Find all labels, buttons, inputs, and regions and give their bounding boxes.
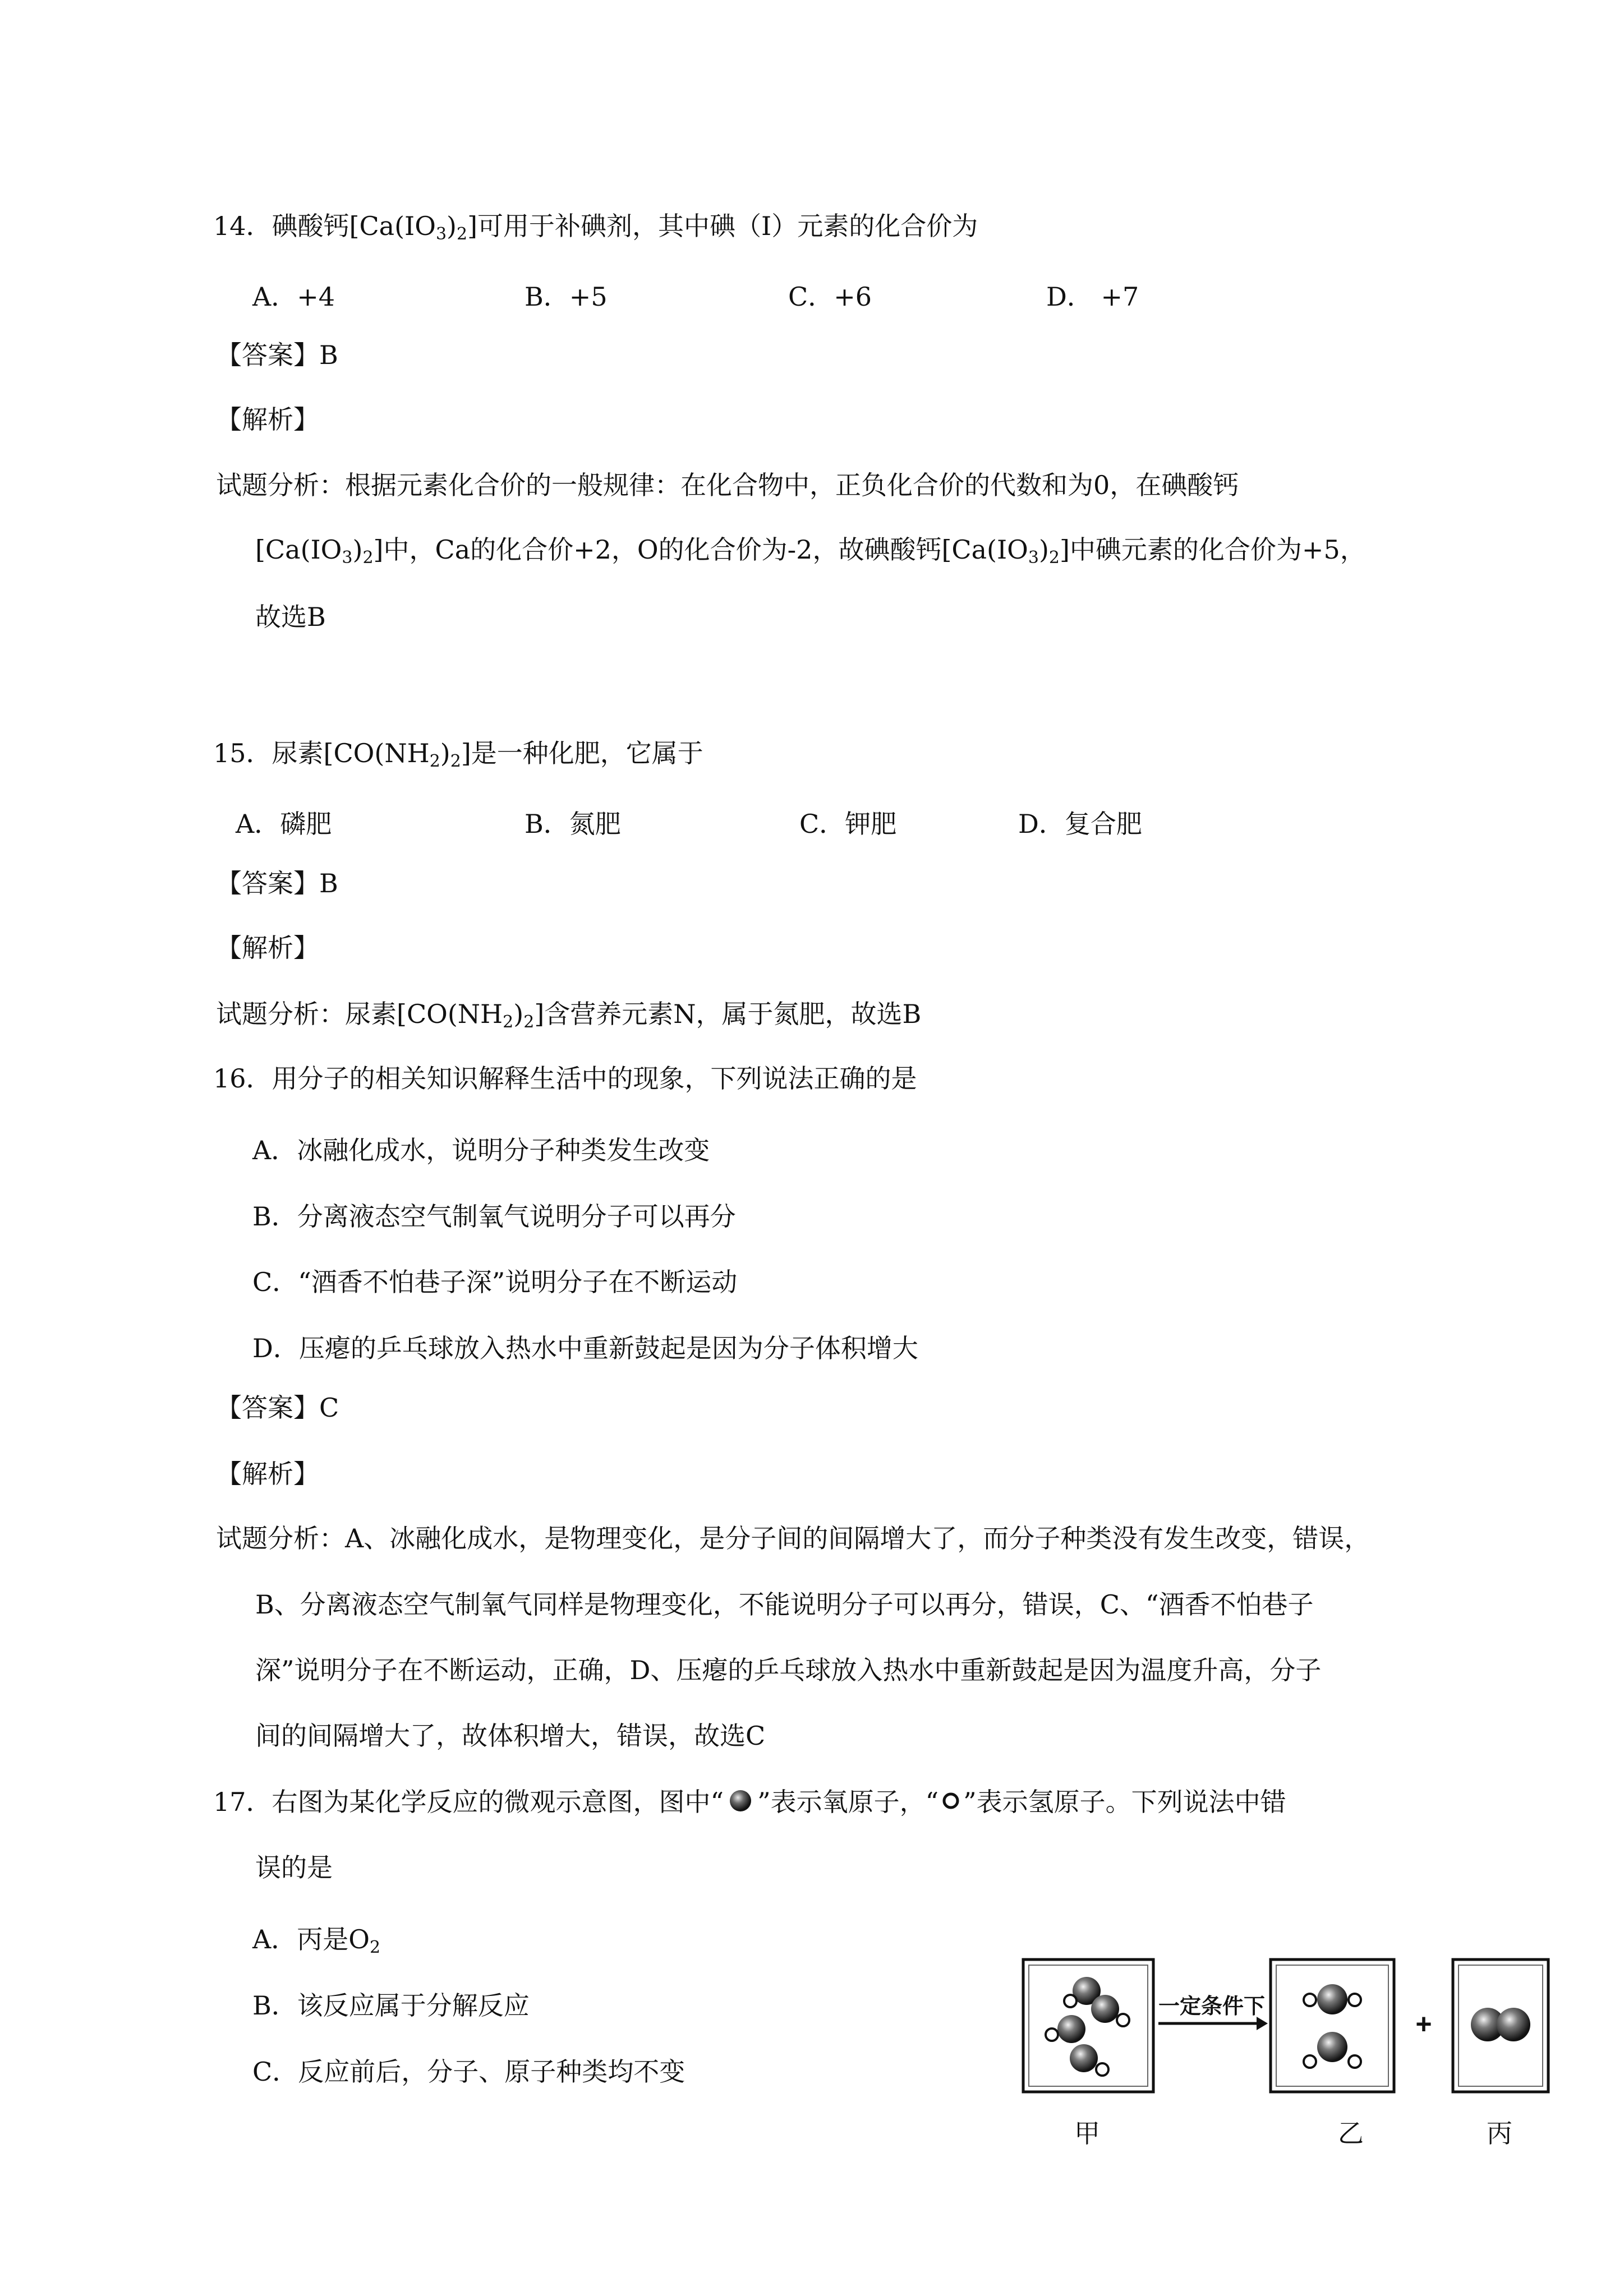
q15-stem-text: 15．尿素[CO(NH	[213, 738, 430, 768]
subscript: 2	[523, 1012, 535, 1032]
q17-stem	[213, 1788, 1286, 1819]
q14-analysis-text: ]中碘元素的化合价为+5，	[1059, 534, 1366, 565]
q17-stem-text: 17．右图为某化学反应的微观示意图，图中“	[213, 1787, 724, 1817]
q15-stem	[213, 739, 703, 771]
q14-answer: 【答案】B	[216, 340, 338, 370]
subscript: 3	[435, 224, 447, 244]
hydrogen-atom	[1117, 2014, 1129, 2026]
oxygen-atom	[1057, 2015, 1085, 2043]
q16-analysis-line: 试题分析：A、冰融化成水，是物理变化，是分子间的间隔增大了，而分子种类没有发生改变，错误，	[216, 1523, 1370, 1553]
reaction-diagram-svg	[1021, 1957, 1554, 2103]
q15-stem-text: ]是一种化肥，它属于	[461, 738, 703, 768]
product-box-yi	[1271, 1960, 1394, 2092]
oxygen-atom	[1091, 1995, 1119, 2023]
q16-analysis-heading: 【解析】	[216, 1459, 319, 1489]
q14-stem-text: ]可用于补碘剂，其中碘（I）元素的化合价为	[467, 211, 978, 241]
q14-stem-text: 14．碘酸钙[Ca(IO	[213, 211, 436, 241]
subscript: 2	[450, 751, 461, 771]
label-jia: 甲	[1074, 2118, 1100, 2149]
reaction-diagram	[1021, 1957, 1554, 2148]
q17-option-a	[252, 1919, 380, 1957]
q14-analysis-line	[255, 536, 1366, 567]
reactant-box	[1023, 1960, 1153, 2092]
hydrogen-atom	[1064, 1995, 1076, 2007]
oxygen-atom	[1317, 1984, 1347, 2014]
q15-option-a: A．磷肥	[236, 809, 332, 839]
q15-option-d: D．复合肥	[1018, 809, 1142, 839]
q16-analysis-line: 间的间隔增大了，故体积增大，错误，故选C	[255, 1721, 766, 1751]
hydrogen-atom	[1096, 2063, 1108, 2076]
q16-stem: 16．用分子的相关知识解释生活中的现象，下列说法正确的是	[213, 1063, 917, 1094]
subscript: 3	[342, 548, 353, 568]
q16-analysis-line: B、分离液态空气制氧气同样是物理变化，不能说明分子可以再分，错误，C、“酒香不怕巷子	[255, 1589, 1314, 1620]
q14-analysis-line: 试题分析：根据元素化合价的一般规律：在化合物中，正负化合价的代数和为0，在碘酸钙	[216, 470, 1239, 500]
oxygen-atom	[1317, 2032, 1347, 2062]
q14-analysis-text: [Ca(IO	[255, 534, 342, 565]
q15-analysis-text: )	[513, 999, 524, 1029]
subscript: 2	[503, 1012, 514, 1032]
subscript: 2	[1048, 548, 1060, 568]
reaction-arrow	[1158, 2017, 1268, 2030]
q14-option-b: B．+5	[525, 282, 608, 312]
reaction-condition-label: 一定条件下	[1158, 1995, 1266, 2018]
q17-option-a-text: A．丙是O	[252, 1924, 370, 1954]
subscript: 2	[362, 548, 374, 568]
q14-stem	[213, 212, 978, 243]
q15-option-b: B．氮肥	[525, 809, 621, 839]
q14-analysis-text: )	[352, 534, 363, 565]
q14-stem-text: )	[447, 211, 457, 241]
label-bing: 丙	[1487, 2118, 1512, 2149]
q15-analysis-text: ]含营养元素N，属于氮肥，故选B	[534, 999, 922, 1029]
label-yi: 乙	[1338, 2118, 1364, 2149]
q14-option-d: D． +7	[1046, 282, 1139, 312]
subscript: 2	[369, 1938, 381, 1957]
q15-answer: 【答案】B	[216, 868, 338, 898]
oxygen-atom	[1497, 2008, 1530, 2041]
q16-option-a: A．冰融化成水，说明分子种类发生改变	[252, 1135, 710, 1165]
q14-option-a: A．+4	[252, 282, 335, 312]
hydrogen-atom	[1349, 1994, 1361, 2006]
q15-analysis-line	[216, 1000, 921, 1031]
hydrogen-atom	[1349, 2055, 1361, 2068]
hydrogen-atom	[1304, 1994, 1316, 2006]
oxygen-atom	[1070, 2044, 1098, 2072]
hydrogen-atom	[1046, 2028, 1058, 2041]
q16-option-b: B．分离液态空气制氧气说明分子可以再分	[252, 1201, 736, 1232]
q14-analysis-heading: 【解析】	[216, 404, 319, 435]
q16-option-c: C．“酒香不怕巷子深”说明分子在不断运动	[252, 1267, 738, 1297]
q14-analysis-text: )	[1038, 534, 1049, 565]
q17-stem-text: ”表示氧原子，“	[757, 1787, 939, 1817]
oxygen-atom-icon	[724, 1788, 757, 1819]
subscript: 2	[456, 224, 468, 244]
product-box-bing	[1453, 1960, 1548, 2092]
subscript: 2	[429, 751, 440, 771]
q15-stem-text: )	[440, 738, 450, 768]
plus-sign: +	[1415, 2008, 1432, 2040]
q17-option-b: B．该反应属于分解反应	[252, 1990, 530, 2021]
hydrogen-atom	[1304, 2055, 1316, 2068]
q17-option-c: C．反应前后，分子、原子种类均不变	[252, 2057, 686, 2087]
q17-stem-text: ”表示氢原子。下列说法中错	[963, 1787, 1286, 1817]
q15-analysis-text: 试题分析：尿素[CO(NH	[216, 999, 503, 1029]
q14-analysis-text: ]中，Ca的化合价+2，O的化合价为-2，故碘酸钙[Ca(IO	[373, 534, 1028, 565]
hydrogen-atom-icon	[938, 1789, 963, 1818]
q16-option-d: D．压瘪的乒乓球放入热水中重新鼓起是因为分子体积增大	[252, 1333, 918, 1363]
subscript: 3	[1028, 548, 1039, 568]
q16-answer: 【答案】C	[216, 1393, 339, 1423]
q14-option-c: C．+6	[788, 282, 872, 312]
q15-option-c: C．钾肥	[799, 809, 897, 839]
q15-analysis-heading: 【解析】	[216, 933, 319, 963]
q14-analysis-line: 故选B	[255, 602, 326, 632]
q17-stem-line2: 误的是	[255, 1852, 333, 1883]
q16-analysis-line: 深”说明分子在不断运动，正确，D、压瘪的乒乓球放入热水中重新鼓起是因为温度升高，分子	[255, 1655, 1322, 1685]
